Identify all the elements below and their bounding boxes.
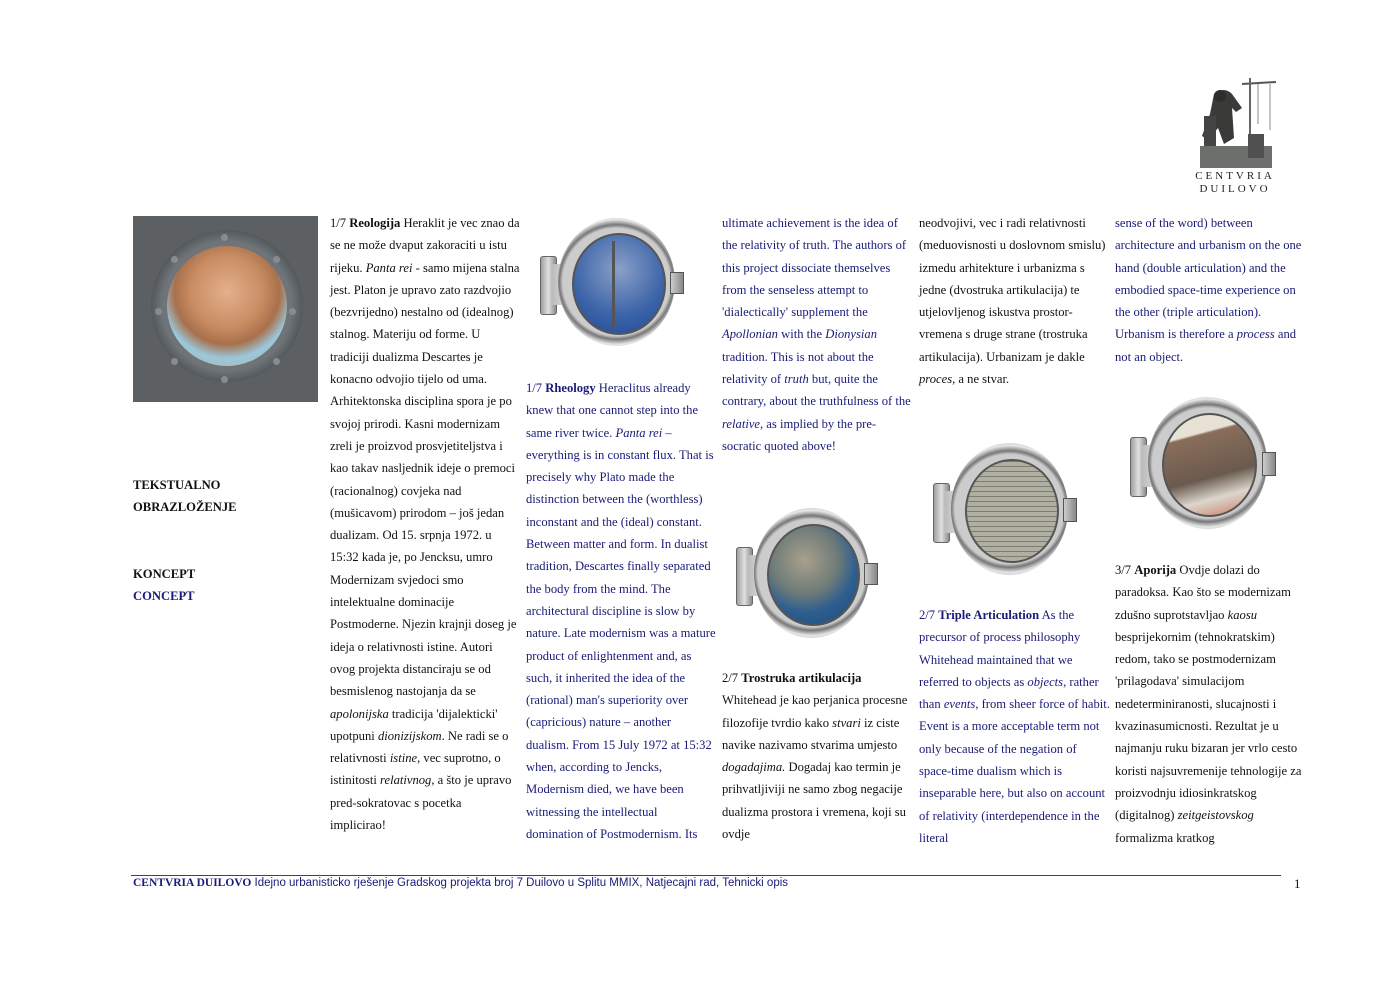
logo-line1: CENTVRIA xyxy=(1195,170,1275,182)
column-4-top-croatian xyxy=(919,212,1111,390)
porthole-plan-image xyxy=(933,443,1083,575)
portrait-porthole-image xyxy=(133,216,318,402)
page-number: 1 xyxy=(1294,876,1301,891)
heading-trostruka: Trostruka artikulacija xyxy=(741,671,862,685)
column-3-top-english xyxy=(722,212,914,457)
column-2-rheology xyxy=(526,377,716,845)
column-3-bottom-trostruka xyxy=(722,667,914,845)
section-title-line2: OBRAZLOŽENJE xyxy=(133,500,237,514)
heading-rheology: Rheology xyxy=(545,381,596,395)
paragraph-process: sense of the word) between architecture and urbanism on the one hand (double articulation) and the embodied space-time experience on the other (triple articulation). Urbanism is therefore a process and not an object. xyxy=(1115,216,1302,364)
footer-brand: CENTVRIA DUILOVO xyxy=(133,877,252,889)
porthole-coast-image xyxy=(736,508,884,638)
section-title-line1: TEKSTUALNO xyxy=(133,478,221,492)
porthole-terrain-image xyxy=(1130,397,1282,529)
heading-reologija: Reologija xyxy=(349,216,401,230)
paragraph-truth: ultimate achievement is the idea of the relativity of truth. The authors of this project dissociate themselves from the senseless attempt to 'dialectically' supplement the Apollonian with the Dionysian tradition. This is not about the relativity of truth but, quite the contrary, about the truthfulness of the relative, as implied by the pre-socratic quoted above! xyxy=(722,216,911,453)
footer xyxy=(133,877,788,889)
column-4-bottom-triple-articulation xyxy=(919,604,1111,849)
footer-divider xyxy=(131,875,1281,876)
heading-triple-articulation: Triple Articulation xyxy=(938,608,1040,622)
logo-line2: DUILOVO xyxy=(1199,183,1271,195)
footer-text: Idejno urbanisticko rješenje Gradskog projekta broj 7 Duilovo u Splitu MMIX, Natjecajni rad, Tehnicki opis xyxy=(251,877,789,889)
concept-label-hr: KONCEPT xyxy=(133,567,196,581)
column-5-bottom-aporija xyxy=(1115,559,1307,849)
centvria-duilovo-logo xyxy=(1190,74,1280,196)
statue-logo-image xyxy=(1194,74,1278,170)
paragraph-aporija: 3/7 Aporija Ovdje dolazi do paradoksa. Kao što se modernizam zdušno suprotstavljao kaosu besprijekornim (tehnokratskim) redom, tako se postmodernizam 'prilagodava' simulacijom nedeterminiranosti, slucajnosti i kvazinasumicnosti. Rezultat je u najmanju ruku bizaran jer vrlo cesto koristi najsuvremenije tehnologije za proizvodnju idiosinkratskog (digitalnog) zeitgeistovskog formalizma kratkog xyxy=(1115,563,1302,845)
column-1-reologija xyxy=(330,212,520,836)
heading-aporija: Aporija xyxy=(1134,563,1177,577)
paragraph-proces: neodvojivi, vec i radi relativnosti (meduovisnosti u doslovnom smislu) izmedu arhitekture i urbanizma s jedne (dvostruka artikulacija) te utjelovljenog iskustva prostor-vremena s druge strane (trostruka artikulacija). Urbanizam je dakle proces, a ne stvar. xyxy=(919,216,1106,387)
column-5-top-english xyxy=(1115,212,1307,368)
concept-label-en: CONCEPT xyxy=(133,589,195,603)
paragraph-trostruka: 2/7 Trostruka artikulacija Whitehead je kao perjanica procesne filozofije tvrdio kako stvari iz ciste navike nazivamo stvarima umjesto dogadajima. Dogadaj kao termin je prihvatljiviji ne samo zbog negacije dualizma prostora i vremena, koji su ovdje xyxy=(722,671,908,842)
paragraph-rheology: 1/7 Rheology Heraclitus already knew that one cannot step into the same river twice. Panta rei – everything is in constant flux. That is precisely why Plato made the distinction between the (worthless) inconstant and the (ideal) constant. Between matter and form. In dualist tradition, Descartes finally separated the body from the mind. The architectural discipline is slow by nature. Late modernism was a mature product of enlightenment and, as such, it inherited the idea of the (rational) man's superiority over (capricious) nature – another dualism. From 15 July 1972 at 15:32 when, according to Jencks, Modernism died, we have been witnessing the intellectual domination of Postmodernism. Its xyxy=(526,381,716,841)
paragraph-triple-articulation: 2/7 Triple Articulation As the precursor of process philosophy Whitehead maintained that we referred to objects as objects, rather than events, from sheer force of habit. Event is a more acceptable term not only because of the negation of space-time dualism which is inseparable here, but also on account of relativity (interdependence in the literal xyxy=(919,608,1110,845)
paragraph-reologija: 1/7 Reologija Heraklit je vec znao da se ne može dvaput zakoraciti u istu rijeku. Panta rei - samo mijena stalna jest. Platon je upravo zato razdvojio (bezvrijedno) nestalno od (idealnog) stalnog. Materiju od forme. U tradiciji dualizma Descartes je konacno odvojio tijelo od uma. Arhitektonska disciplina spora je po svojoj prirodi. Kasni modernizam zreli je proizvod prosvjetiteljstva i kao takav nasljednik ideje o premoci (racionalnog) covjeka nad (mušicavom) prirodom – još jedan dualizam. Od 15. srpnja 1972. u 15:32 kada je, po Jencksu, umro Modernizam svjedoci smo intelektualne dominacije Postmoderne. Njezin krajnji doseg je ideja o relativnosti istine. Autori ovog projekta distanciraju se od besmislenog nastojanja da se apolonijska tradicija 'dijalekticki' upotpuni dionizijskom. Ne radi se o relativnosti istine, vec suprotno, o istinitosti relativnog, a što je upravo pred-sokratovac s pocetka implicirao! xyxy=(330,216,520,833)
porthole-river-image xyxy=(540,218,690,346)
